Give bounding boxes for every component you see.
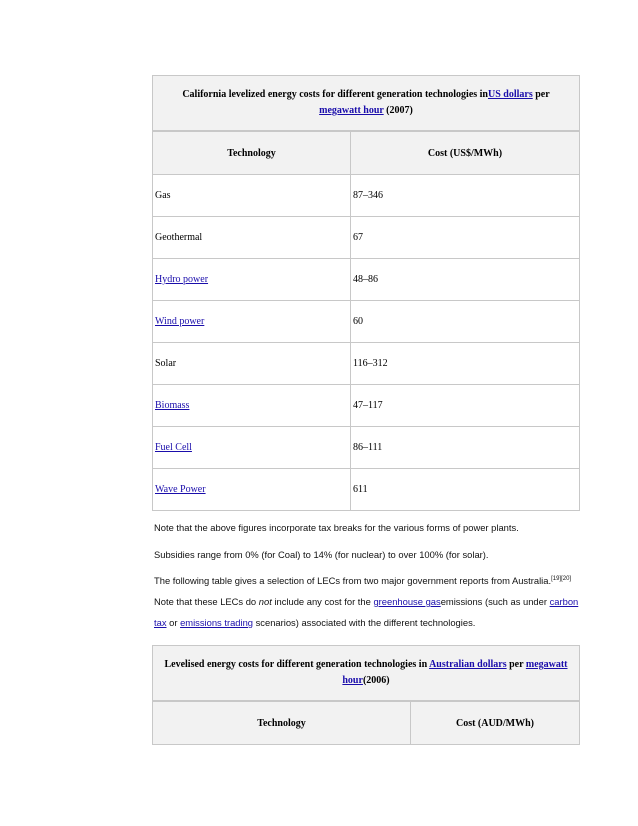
header-technology-2: Technology: [153, 702, 411, 745]
table-row: [153, 301, 580, 343]
australian-dollars-link[interactable]: Australian dollars: [429, 659, 507, 670]
table-row: [153, 259, 580, 301]
technology-label: Geothermal: [155, 232, 203, 243]
table-row: [153, 469, 580, 511]
australia-cost-table: [152, 645, 580, 745]
intro-paragraph: [154, 569, 584, 633]
greenhouse-gas-link[interactable]: greenhouse gas: [373, 596, 441, 607]
table-row: [153, 427, 580, 469]
para-emphasis: not: [258, 596, 272, 607]
megawatt-hour-link[interactable]: megawatt hour: [319, 105, 384, 116]
table2-grid: [152, 701, 580, 745]
table1-caption-per: per: [532, 89, 550, 100]
header-cost: Cost (US$/MWh): [351, 132, 580, 175]
cost-cell: 48–86: [351, 259, 580, 301]
technology-cell: [153, 385, 351, 427]
megawatt-hour-link-2[interactable]: megawatt hour: [342, 659, 568, 686]
citation-sup[interactable]: [19][20]: [551, 576, 572, 582]
cost-cell: 67: [351, 217, 580, 259]
cost-cell: 611: [351, 469, 580, 511]
table2-caption-per: per: [506, 659, 526, 670]
note-tax-breaks: Note that the above figures incorporate tax breaks for the various forms of power plants.: [154, 522, 519, 533]
para-text-5: or: [166, 617, 181, 628]
technology-cell: [153, 469, 351, 511]
emissions-trading-link[interactable]: emissions trading: [180, 617, 254, 628]
table2-caption-year: (2006): [362, 675, 390, 686]
cost-cell: 116–312: [351, 343, 580, 385]
technology-label: Solar: [155, 358, 177, 369]
technology-cell: [153, 301, 351, 343]
table2-caption-text: Levelised energy costs for different generation technologies in: [164, 659, 430, 670]
header-cost-aud: Cost (AUD/MWh): [411, 702, 580, 745]
table-row: [153, 175, 580, 217]
table-row: [153, 343, 580, 385]
technology-link[interactable]: Wave Power: [155, 484, 206, 495]
technology-cell: [153, 343, 351, 385]
technology-cell: [153, 217, 351, 259]
technology-link[interactable]: Hydro power: [155, 274, 209, 285]
table-row: [153, 385, 580, 427]
carbon-tax-link[interactable]: carbon tax: [154, 596, 579, 628]
para-text-2: Note that these LECs do: [154, 596, 259, 607]
table-row: [153, 217, 580, 259]
para-text-6: scenarios) associated with the different technologies.: [253, 617, 476, 628]
para-text-1: The following table gives a selection of LECs from two major government reports from Australia.: [154, 575, 552, 586]
cost-cell: 60: [351, 301, 580, 343]
us-dollars-link[interactable]: US dollars: [488, 89, 533, 100]
para-text-3: include any cost for the: [271, 596, 374, 607]
table1-caption-year: (2007): [383, 105, 413, 116]
technology-label: Gas: [155, 190, 171, 201]
table1-caption: [152, 75, 580, 131]
cost-cell: 86–111: [351, 427, 580, 469]
header-technology: Technology: [153, 132, 351, 175]
technology-cell: [153, 175, 351, 217]
technology-link[interactable]: Biomass: [155, 400, 190, 411]
para-text-4: emissions (such as under: [440, 596, 550, 607]
technology-cell: [153, 427, 351, 469]
technology-link[interactable]: Fuel Cell: [155, 442, 192, 453]
cost-cell: 47–117: [351, 385, 580, 427]
table1-grid: [152, 131, 580, 511]
technology-cell: [153, 259, 351, 301]
note-subsidies: Subsidies range from 0% (for Coal) to 14% (for nuclear) to over 100% (for solar).: [154, 549, 489, 560]
table1-caption-text: California levelized energy costs for different generation technologies in: [182, 89, 488, 100]
technology-link[interactable]: Wind power: [155, 316, 205, 327]
table2-caption: [152, 645, 580, 701]
cost-cell: 87–346: [351, 175, 580, 217]
california-cost-table: [152, 75, 580, 511]
